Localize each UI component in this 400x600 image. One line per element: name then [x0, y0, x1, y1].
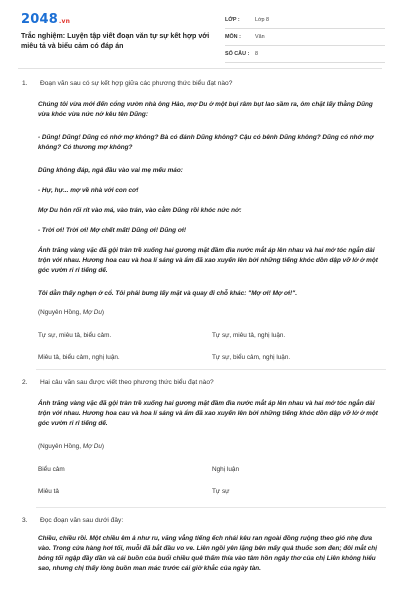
- meta-row-subject: [225, 31, 385, 46]
- question-number: 1.: [22, 80, 28, 87]
- meta-value: Lớp 8: [255, 17, 270, 23]
- question-prompt: Đọc đoạn văn sau dưới đây:: [40, 517, 124, 524]
- page-header: [0, 0, 400, 65]
- meta-key: LỚP :: [225, 17, 240, 23]
- passage-paragraph: - Trời ơi! Trời ơi! Mợ chết mất! Dũng ơi! Dũng ơi!: [38, 227, 187, 234]
- question-number: 2.: [22, 379, 28, 386]
- page-title: Trắc nghiệm: Luyện tập viết đoạn văn tự sự kết hợp với miêu tả và biểu cảm có đáp án: [21, 32, 210, 50]
- site-logo[interactable]: [21, 12, 70, 27]
- answer-option-c[interactable]: Miêu tả: [38, 488, 59, 495]
- meta-key: MÔN :: [225, 34, 241, 40]
- passage-paragraph: Ánh trăng vàng vặc đã gội tràn trề xuống hai gương mặt đầm đìa nước mắt áp lên nhau và hai mớ tóc ngắn dài trộn với nhau. Hương hoa cau và hoa lí sáng và ẩm đã xao xuyến lên bởi những tiếng khóc dồn dập vỡ lở ở một góc vườn ri rỉ tiếng dế.: [38, 247, 378, 274]
- passage-paragraph: Chiều, chiều rồi. Một chiều êm ả như ru, văng vẳng tiếng ếch nhái kêu ran ngoài đồng ruộng theo gió nhẹ đưa vào. Trong cửa hàng hơi tối, muỗi đã bắt đầu vo ve. Liên ngồi yên lặng bên mấy quả thuốc sơn đen; đôi mắt chị bóng tối ngập đầy dần và cái buồn của buổi chiều quê thấm thía vào tâm hồn ngây thơ của chị Liên không hiểu sao, nhưng chị thấy lòng buồn man mác trước cái giờ khắc của ngày tàn.: [38, 535, 377, 572]
- answer-option-a[interactable]: Biểu cảm: [38, 466, 65, 473]
- passage-source: [38, 443, 104, 450]
- passage-paragraph: Tôi dằn thấy nghẹn ở cổ. Tôi phải bưng lấy mặt và quay đi chỗ khác: "Mợ ơi! Mợ ơi!".: [38, 290, 297, 297]
- logo-text: 2048: [21, 12, 58, 27]
- answer-option-d[interactable]: Tự sự, biểu cảm, nghị luận.: [212, 354, 291, 361]
- meta-row-count: [225, 48, 385, 63]
- passage-paragraph: - Dũng! Dũng! Dũng có nhớ mợ không? Bà có đánh Dũng không? Cậu có bênh Dũng không? Dũng có nhớ mợ không? Có thương mợ không?: [38, 134, 374, 151]
- meta-value: Văn: [255, 34, 265, 40]
- question-number: 3.: [22, 517, 28, 524]
- answer-option-d[interactable]: Tự sự: [212, 488, 230, 495]
- source-close: ): [101, 309, 105, 316]
- source-title: Mợ Du: [82, 309, 102, 316]
- source-close: ): [101, 443, 105, 450]
- answer-option-b[interactable]: Nghị luận: [212, 466, 240, 473]
- answer-option-a[interactable]: Tự sự, miêu tả, biểu cảm.: [38, 332, 112, 339]
- meta-info: [225, 14, 385, 65]
- source-author: (Nguyên Hồng,: [38, 443, 83, 450]
- question-separator: [36, 369, 386, 370]
- meta-value: 8: [255, 51, 258, 57]
- passage-paragraph: - Hự, hự... mợ về nhà với con cơ!: [38, 187, 139, 194]
- answer-option-b[interactable]: Tự sự, miêu tả, nghị luận.: [212, 332, 286, 339]
- header-divider: [18, 68, 382, 69]
- logo-suffix: .vn: [58, 18, 71, 25]
- question-separator: [36, 507, 386, 508]
- passage-source: [38, 309, 104, 316]
- meta-key: SỐ CÂU :: [225, 51, 250, 57]
- passage-paragraph: Ánh trăng vàng vặc đã gội tràn trề xuống hai gương mặt đầm đìa nước mắt áp lên nhau và hai mớ tóc ngắn dài trộn với nhau. Hương hoa cau và hoa lí sáng và ẩm đã xao xuyến lên bởi những tiếng khóc dồn dập vỡ lở ở một góc vườn ri rỉ tiếng dế.: [38, 400, 378, 427]
- meta-row-class: [225, 14, 385, 29]
- passage-paragraph: Dũng không đáp, ngả đầu vào vai mẹ mếu máo:: [38, 167, 183, 174]
- source-title: Mợ Du: [82, 443, 102, 450]
- passage-paragraph: Chúng tôi vừa mới đến cổng vườn nhà ông Hảo, mợ Du ở một bụi râm bụt lao sầm ra, ôm chặt lấy thằng Dũng vừa khóc vừa nức nở kêu tên Dũng:: [38, 101, 373, 118]
- passage-paragraph: Mợ Du hôn rối rít vào má, vào trán, vào cằm Dũng rồi khóc nức nở:: [38, 207, 242, 214]
- source-author: (Nguyên Hồng,: [38, 309, 83, 316]
- question-prompt: Hai câu văn sau được viết theo phương thức biểu đạt nào?: [40, 379, 214, 386]
- question-prompt: Đoạn văn sau có sự kết hợp giữa các phương thức biểu đạt nào?: [40, 80, 233, 87]
- answer-option-c[interactable]: Miêu tả, biểu cảm, nghị luận.: [38, 354, 120, 361]
